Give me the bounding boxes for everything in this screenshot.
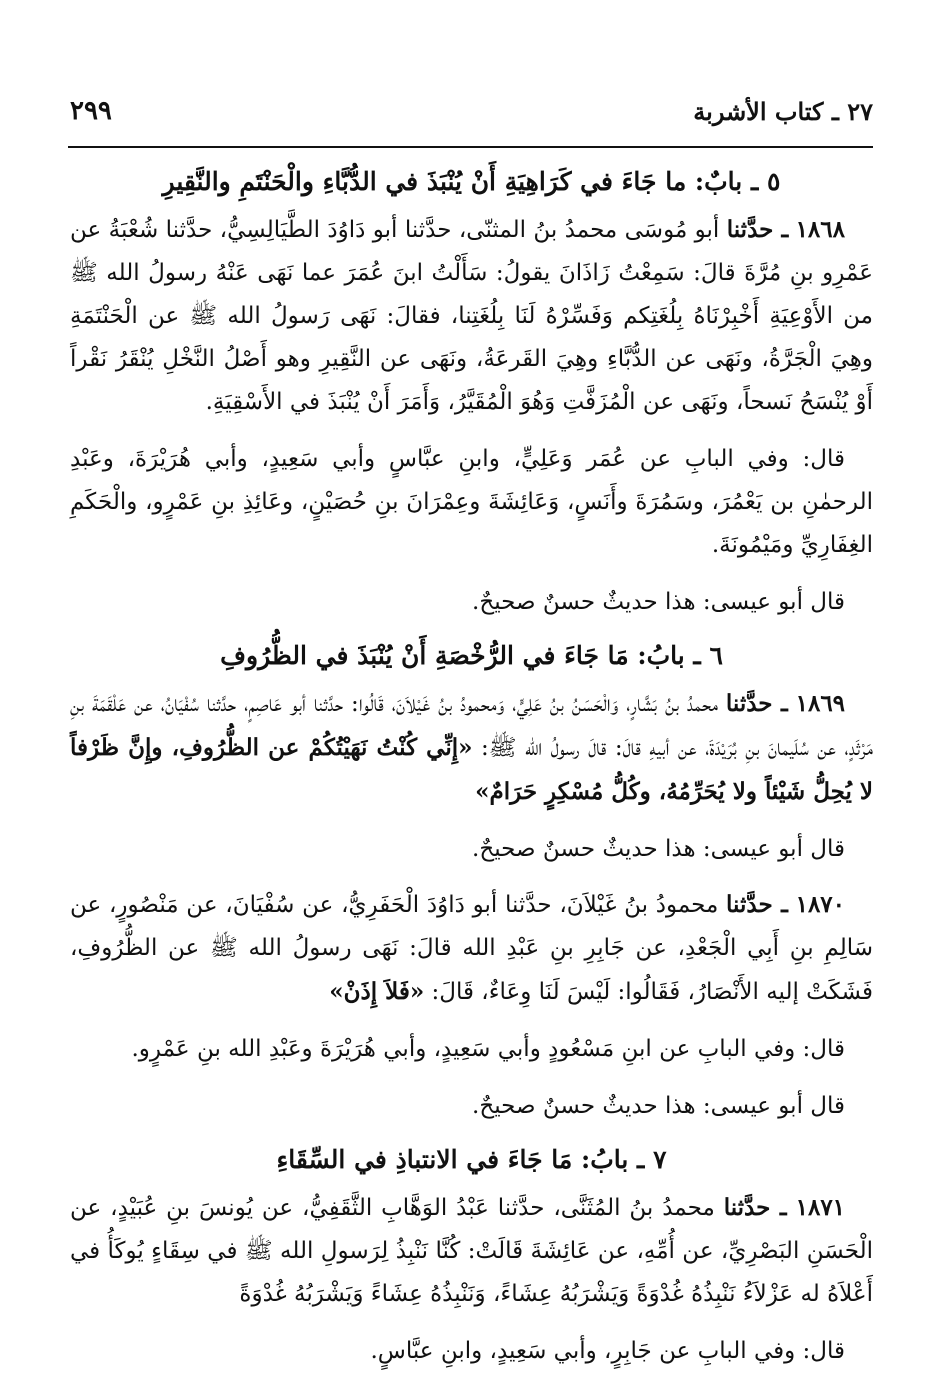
verdict: قال أبو عيسى: هذا حديثٌ حسنٌ صحيحٌ.	[472, 1093, 845, 1119]
hadith-paragraph	[70, 682, 873, 814]
hadith-paragraph	[70, 208, 873, 424]
chapter-heading: ٧ ـ بابُ: مَا جَاءَ في الانتباذِ في السِّقَاءِ	[276, 1145, 667, 1174]
page-body	[70, 160, 873, 1373]
header-rule	[68, 146, 873, 148]
hadith-text: محمدُ بنُ المُثَنَّى، حدَّثنا عَبْدُ الوَهَّابِ الثَّقَفِيُّ، عن يُونسَ بنِ عُبَيْدٍ، عن الْحَسَنِ البَصْرِيِّ، عن أُمِّهِ، عن عَائِشَةَ قَالَتْ: كُنَّا نَنْبِذُ لِرَسولِ الله ﷺ في سِقَاءٍ يُوكَأُ في أَعْلاَهُ له عَزْلاَءُ نَنْبِذُهُ غُدْوَةً وَيَشْرَبُهُ عِشَاءً، وَنَنْبِذُهُ عِشَاءً وَيَشْرَبُهُ غُدْوَةً	[70, 1195, 873, 1307]
running-title: ٢٧ ـ كتاب الأشربة	[693, 97, 873, 126]
prophetic-quote: «فَلاَ إِذَنْ»	[329, 978, 425, 1005]
chapter-note: قال: وفي البابِ عن ابنِ مَسْعُودٍ وأبي سَعِيدٍ، وأبي هُرَيْرَةَ وعَبْدِ الله بنِ عَمْرٍو.	[131, 1036, 845, 1062]
hadith-paragraph	[70, 1186, 873, 1316]
hadith-text: محمودُ بنُ غَيْلاَنَ، حدَّثنا أبو دَاوُدَ الْحَفَرِيُّ، عن سُفْيَانَ، عن مَنْصُورٍ، عن سَالِمِ بنِ أَبِي الْجَعْدِ، عن جَابِرِ بنِ عَبْدِ الله قالَ: نَهَى رسولُ الله ﷺ عن الظُّرُوفِ، فَشَكَتْ إليه الأَنْصَارُ، فَقَالُوا: لَيْسَ لَنَا وِعَاءٌ، قَالَ:	[70, 892, 873, 1005]
hadith-text: أبو مُوسَى محمدُ بنُ المثنّى، حدَّثنا أبو دَاوُدَ الطَّيَالِسِيُّ، حدَّثنا شُعْبَةُ عن عَمْرِو بنِ مُرَّةَ قالَ: سَمِعْتُ زَاذَانَ يقولُ: سَأَلْتُ ابنَ عُمَرَ عما نَهَى عَنْهُ رسولُ الله ﷺ من الأَوْعِيَةِ أَخْبِرْنَاهُ بِلُغَتِكم وَفَسِّرْهُ لَنَا بِلُغَتِنا، فقالَ: نَهَى رَسولُ الله ﷺ عن الْحَنْتَمَةِ وهِيَ الْجَرَّةُ، ونَهَى عن الدُّبَّاءِ وهِيَ القَرعَةُ، ونَهَى عن النَّقِيرِ وهو أَصْلُ النَّخْلِ يُنْقَرُ نَقْراً أَوْ يُنْسَحُ نَسحاً، ونَهَى عن الْمُزَفَّتِ وَهُوَ الْمُقَيَّرُ، وَأَمَرَ أَنْ يُنْبَذَ في الأَسْقِيَةِ.	[70, 217, 873, 415]
hadith-lead: ـ حدَّثنا	[726, 891, 788, 918]
page-header	[70, 86, 873, 126]
hadith-number: ١٨٧١	[795, 1194, 846, 1221]
hadith-lead: ـ حدَّثنا	[726, 216, 789, 243]
hadith-number: ١٨٦٨	[795, 216, 845, 243]
hadith-number: ١٨٧٠	[795, 891, 846, 918]
page-number: ٢٩٩	[70, 96, 112, 126]
hadith-lead: ـ حدَّثنا	[725, 690, 788, 717]
hadith-number: ١٨٦٩	[795, 690, 846, 717]
hadith-lead-word: حدَّثنا	[725, 690, 773, 717]
hadith-text: محمدُ بنُ بَشَّارٍ، وَالْحَسَنُ بنُ عَلِيٍّ، وَمحمودُ بنُ غَيْلاَنَ، قَالُوا: حدَّثنا أبو عَاصِمٍ، حدَّثنا سُفْيَانُ، عن عَلْقَمَةَ بنِ مَرْثَدٍ، عن سُلَيمانَ بنِ بُرَيْدَةَ، عن أبيهِ قالَ: قالَ رسولُ الله ﷺ:	[70, 691, 874, 761]
hadith-lead: ـ حدَّثنا	[723, 1194, 787, 1221]
prophetic-quote: «إِنِّي كُنْتُ نَهَيْتُكُمْ عن الظُّرُوفِ، وإِنَّ ظَرْفاً لا يُحِلُّ شَيْئاً ولا يُحَرِّمُهُ، وكُلُّ مُسْكِرٍ حَرَامٌ»	[70, 734, 873, 805]
chapter-heading: ٥ ـ بابٌ: ما جَاءَ في كَرَاهِيَةِ أَنْ يُنْبَذَ في الدُّبَّاءِ والْحَنْتَمِ والنَّقِيرِ	[162, 167, 781, 196]
hadith-paragraph	[70, 883, 873, 1014]
hadith-lead-word: حدَّثنا	[726, 216, 774, 243]
hadith-lead-word: حدَّثنا	[723, 1194, 771, 1221]
verdict: قال أبو عيسى: هذا حديثٌ حسنٌ صحيحٌ.	[472, 836, 845, 862]
chapter-heading: ٦ ـ بابُ: مَا جَاءَ في الرُّخْصَةِ أَنْ يُنْبَذَ في الظُّرُوفِ	[220, 641, 723, 670]
verdict: قال أبو عيسى: هذا حديثٌ حسنٌ صحيحٌ.	[472, 589, 845, 615]
chapter-note: قال: وفي البابِ عن جَابِرٍ، وأبي سَعِيدٍ، وابنِ عبَّاسٍ.	[370, 1338, 845, 1364]
chapter-note: قال: وفي البابِ عن عُمَر وَعَلِيٍّ، وابنِ عبَّاسٍ وأبي سَعِيدٍ، وأبي هُرَيْرَةَ، وعَبْدِ الرحمٰنِ بن يَعْمُرَ، وسَمُرَةَ وأَنَسٍ، وَعَائِشَةَ وعِمْرَانَ بنِ حُصَيْنٍ، وعَائِذِ بنِ عَمْرٍو، والْحَكَمِ الغِفَارِيِّ ومَيْمُونَةَ.	[70, 446, 873, 558]
hadith-lead-word: حدَّثنا	[726, 891, 773, 918]
